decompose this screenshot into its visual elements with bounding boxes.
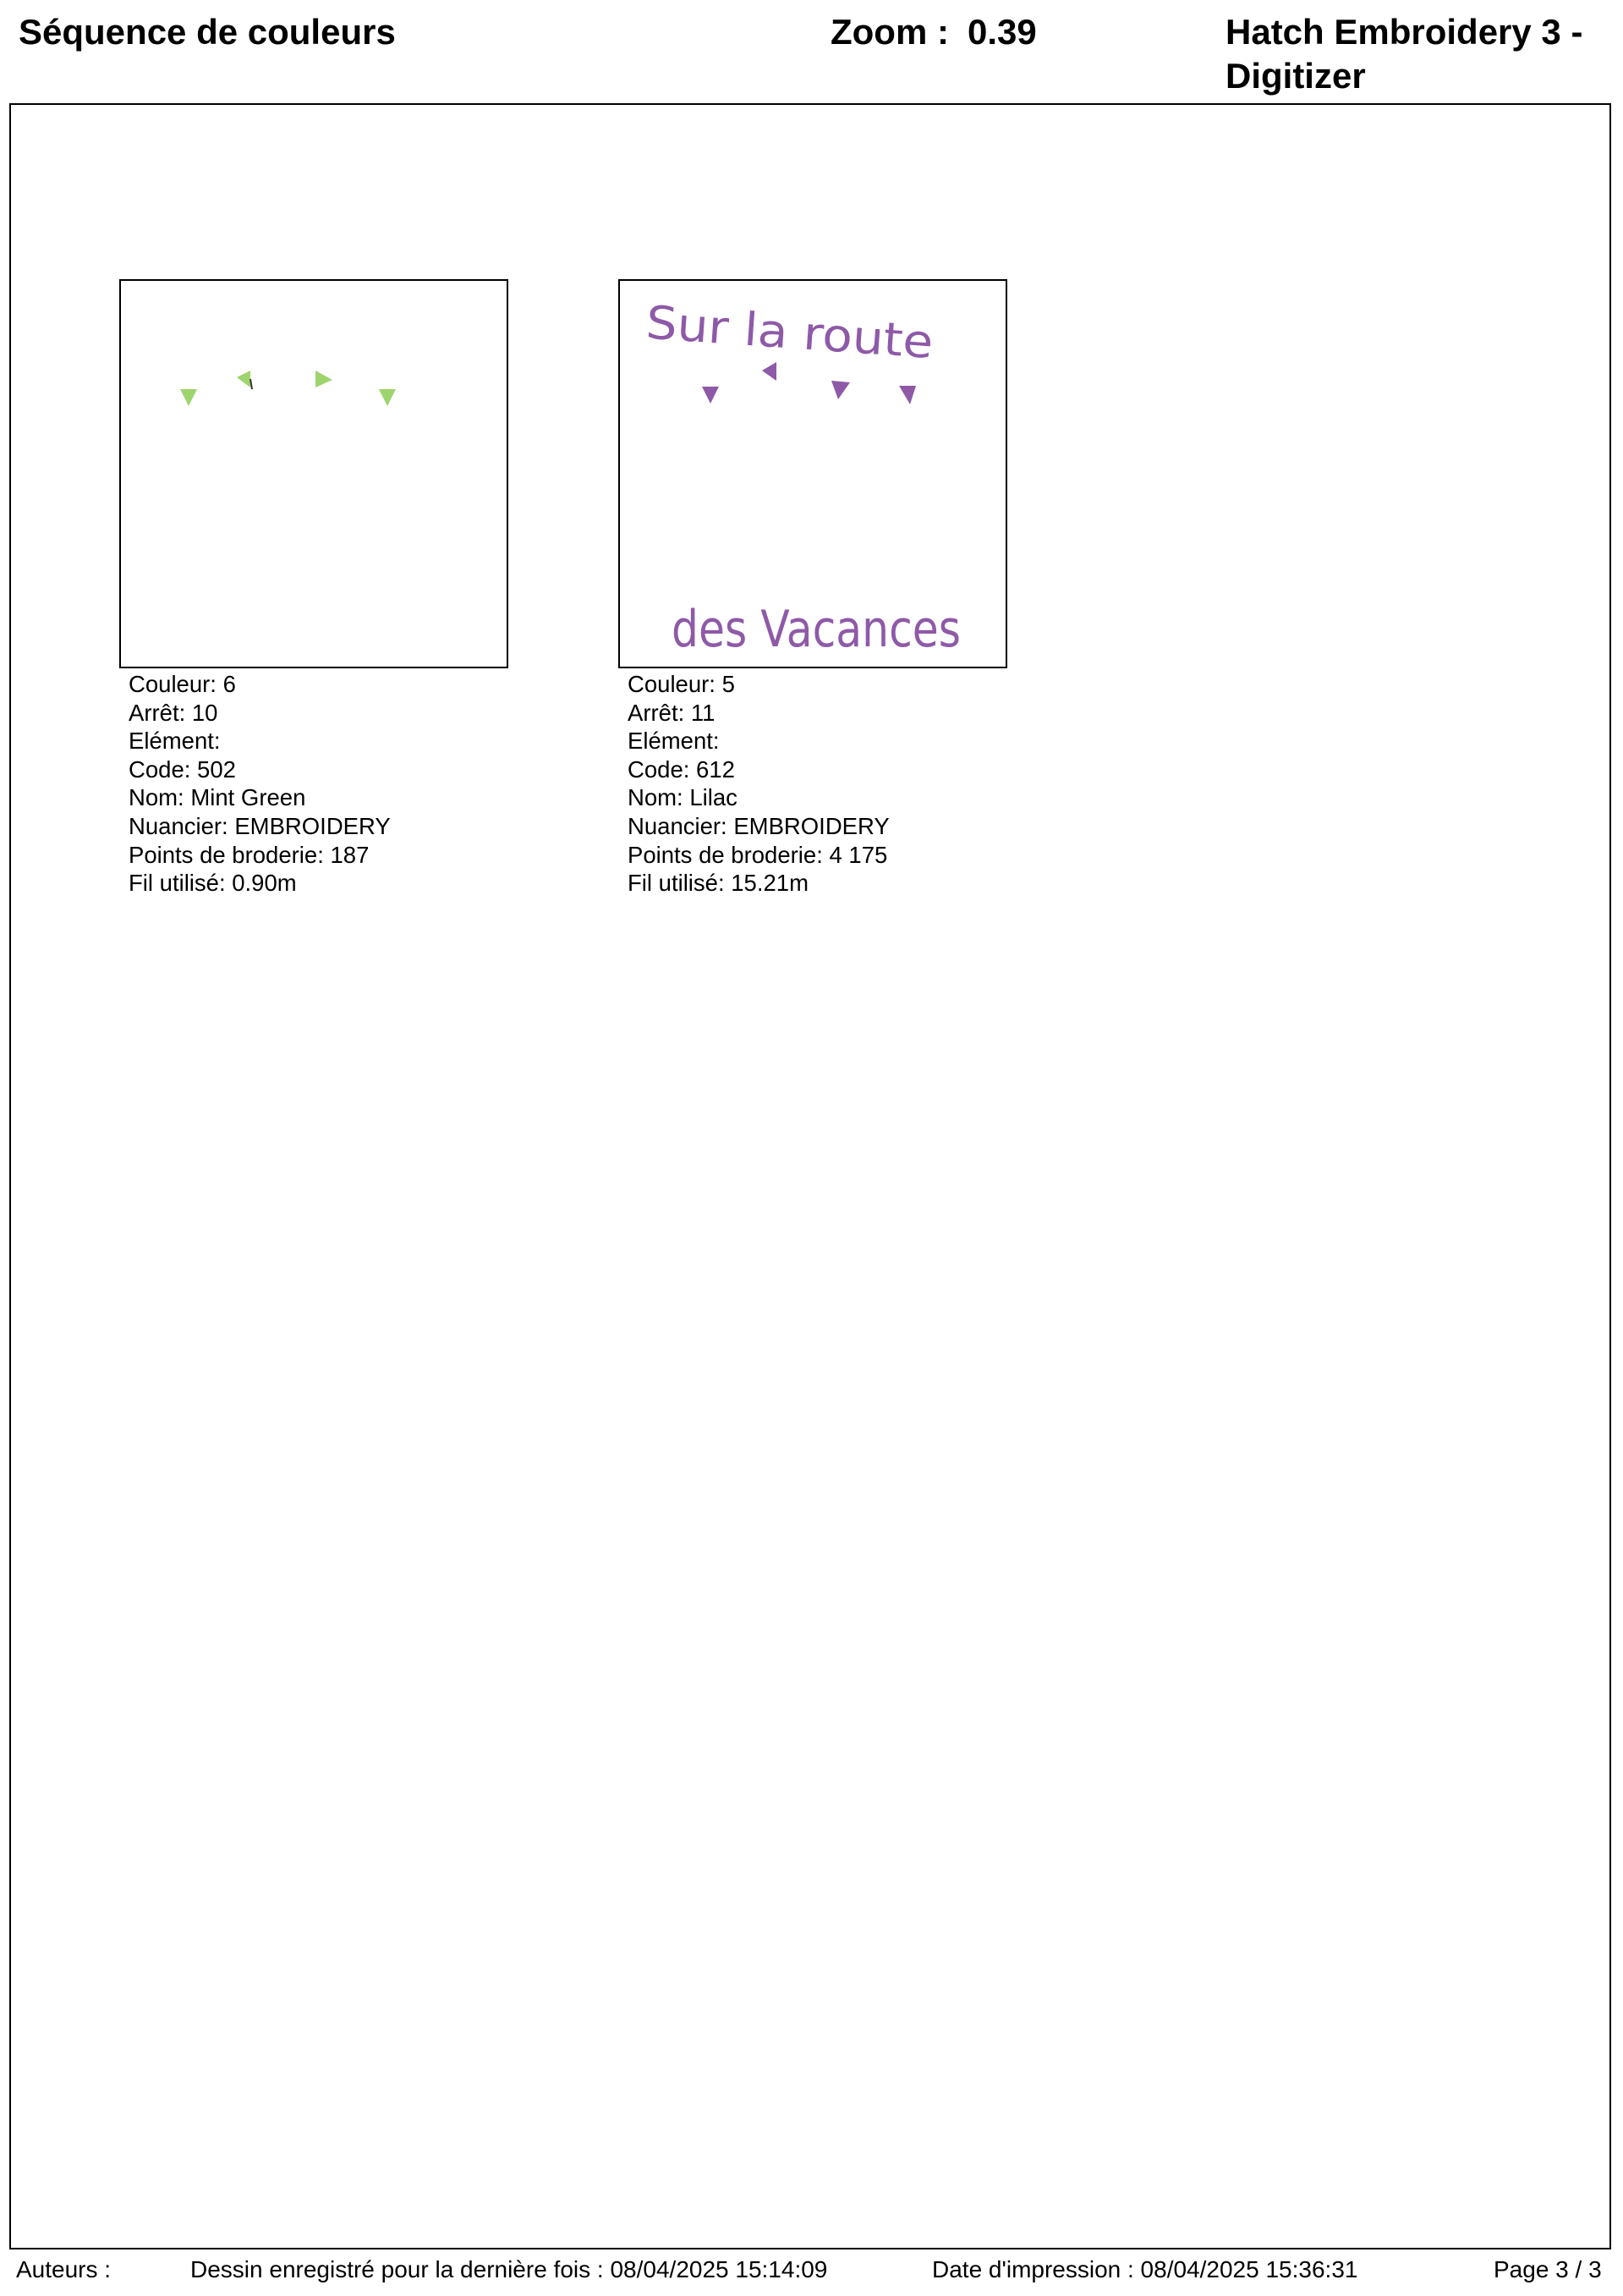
element-label: Elément:: [628, 728, 720, 755]
pennant-triangle: [702, 387, 719, 404]
pennant-triangle: [899, 386, 916, 404]
thread-chart: Nuancier: EMBROIDERY: [628, 812, 890, 839]
color-info-block: [129, 670, 391, 898]
stitch-count: Points de broderie: 4 175: [628, 841, 888, 868]
thread-chart: Nuancier: EMBROIDERY: [129, 812, 391, 839]
footer-authors: Auteurs :: [16, 2256, 112, 2282]
pennant-triangle: [762, 362, 776, 381]
thread-used: Fil utilisé: 0.90m: [129, 870, 297, 897]
zoom-value: 0.39: [967, 12, 1037, 52]
stop-number: Arrêt: 11: [628, 699, 716, 726]
thread-name: Nom: Mint Green: [129, 784, 306, 811]
thread-used: Fil utilisé: 15.21m: [628, 870, 809, 897]
thread-name: Nom: Lilac: [628, 784, 737, 811]
pennant-triangle: [831, 381, 850, 399]
color-number: Couleur: 5: [628, 671, 735, 697]
color-number: Couleur: 6: [129, 671, 236, 697]
color-preview-mint-green: [119, 279, 508, 668]
design-text-top: Sur la route: [644, 295, 915, 368]
footer-print-date: Date d'impression : 08/04/2025 15:36:31: [932, 2256, 1358, 2282]
pennant-triangle: [237, 371, 250, 387]
stop-number: Arrêt: 10: [129, 699, 218, 726]
thread-code: Code: 502: [129, 755, 236, 783]
zoom-readout: [831, 10, 1037, 54]
footer-page-number: Page 3 / 3: [1494, 2256, 1602, 2282]
stitch-count: Points de broderie: 187: [129, 841, 370, 868]
page-title: Séquence de couleurs: [19, 12, 396, 52]
app-name: Hatch Embroidery 3 - Digitizer: [1225, 12, 1583, 96]
zoom-label: Zoom :: [831, 12, 949, 52]
thread-code: Code: 612: [628, 755, 735, 783]
pennant-triangle: [315, 371, 332, 387]
pennant-triangle: [180, 389, 197, 406]
color-info-block: [628, 670, 890, 898]
page-frame: [9, 103, 1611, 2249]
color-preview-lilac: [618, 279, 1007, 668]
design-text-bottom: des Vacances: [672, 600, 961, 659]
pennant-triangle: [379, 389, 396, 406]
footer-last-saved: Dessin enregistré pour la dernière fois : 08/04/2025 15:14:09: [190, 2256, 828, 2282]
pennant-design-preview: [121, 281, 507, 667]
lettering-design-preview: [620, 281, 1006, 667]
element-label: Elément:: [129, 728, 221, 755]
